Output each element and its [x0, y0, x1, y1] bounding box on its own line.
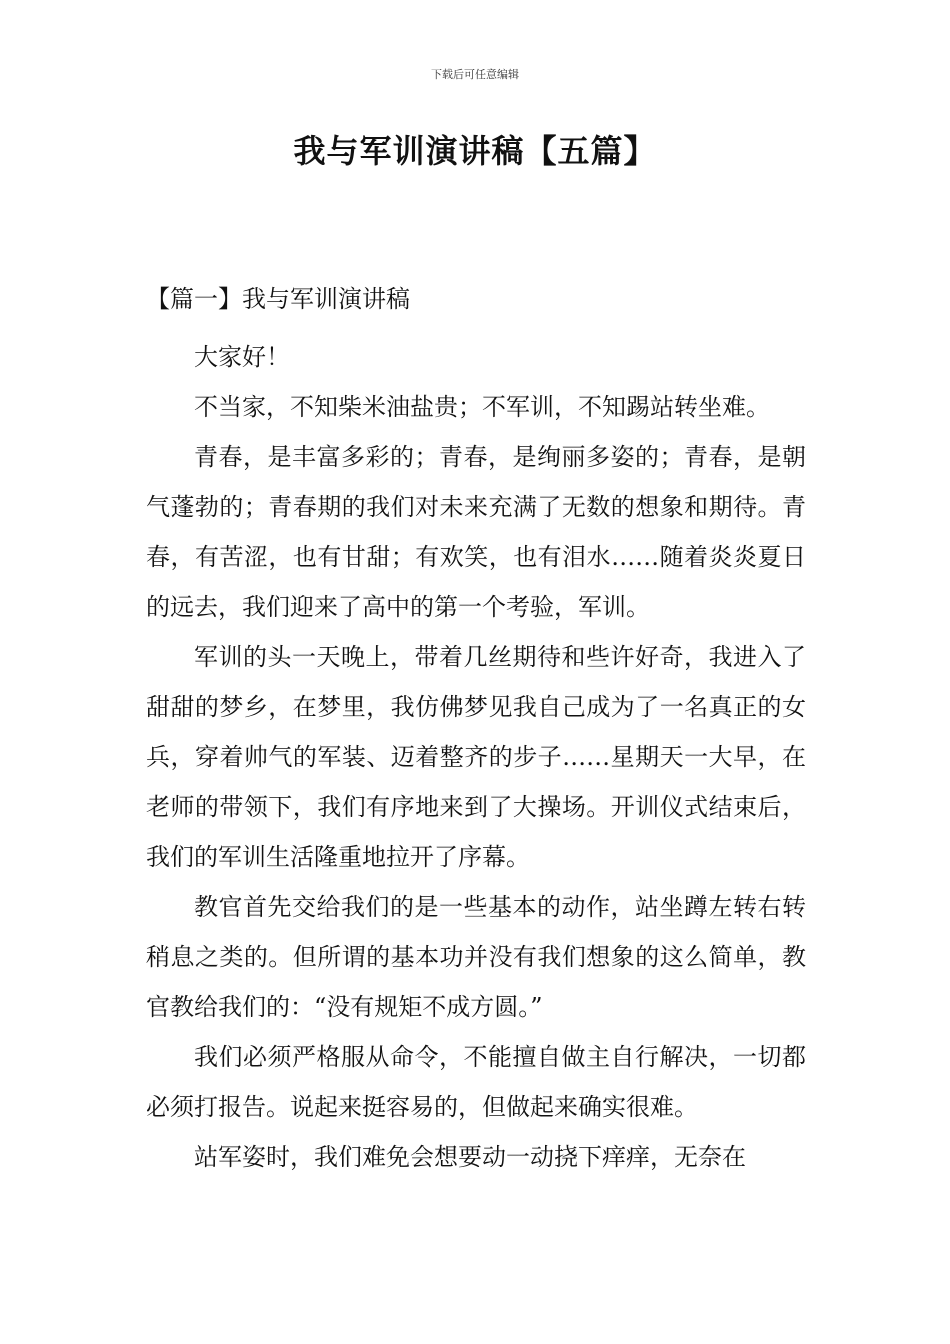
paragraph: 站军姿时，我们难免会想要动一动挠下痒痒，无奈在 — [194, 1143, 746, 1171]
paragraph: 不当家，不知柴米油盐贵；不军训，不知踢站转坐难。 — [194, 393, 770, 421]
paragraph: 青春，是丰富多彩的；青春，是绚丽多姿的；青春，是朝气蓬勃的；青春期的我们对未来充满了无数的想象和期待。青春，有苦涩，也有甘甜；有欢笑，也有泪水……随着炎炎夏日的远去，我们迎来了高中的第一个考验，军训。 — [146, 443, 806, 621]
document-body — [146, 280, 806, 1182]
document-title: 我与军训演讲稿【五篇】 — [293, 132, 657, 170]
paragraph-greeting: 大家好！ — [194, 343, 290, 371]
section-heading: 【篇一】我与军训演讲稿 — [146, 285, 410, 313]
paragraph: 教官首先交给我们的是一些基本的动作，站坐蹲左转右转稍息之类的。但所谓的基本功并没有我们想象的这么简单，教官教给我们的：“没有规矩不成方圆。” — [146, 893, 806, 1021]
paragraph: 军训的头一天晚上，带着几丝期待和些许好奇，我进入了甜甜的梦乡，在梦里，我仿佛梦见我自己成为了一名真正的女兵，穿着帅气的军装、迈着整齐的步子……星期天一大早，在老师的带领下，我们有序地来到了大操场。开训仪式结束后，我们的军训生活隆重地拉开了序幕。 — [146, 643, 806, 871]
page-header-note: 下载后可任意编辑 — [431, 68, 519, 81]
paragraph: 我们必须严格服从命令，不能擅自做主自行解决，一切都必须打报告。说起来挺容易的，但做起来确实很难。 — [146, 1043, 806, 1121]
